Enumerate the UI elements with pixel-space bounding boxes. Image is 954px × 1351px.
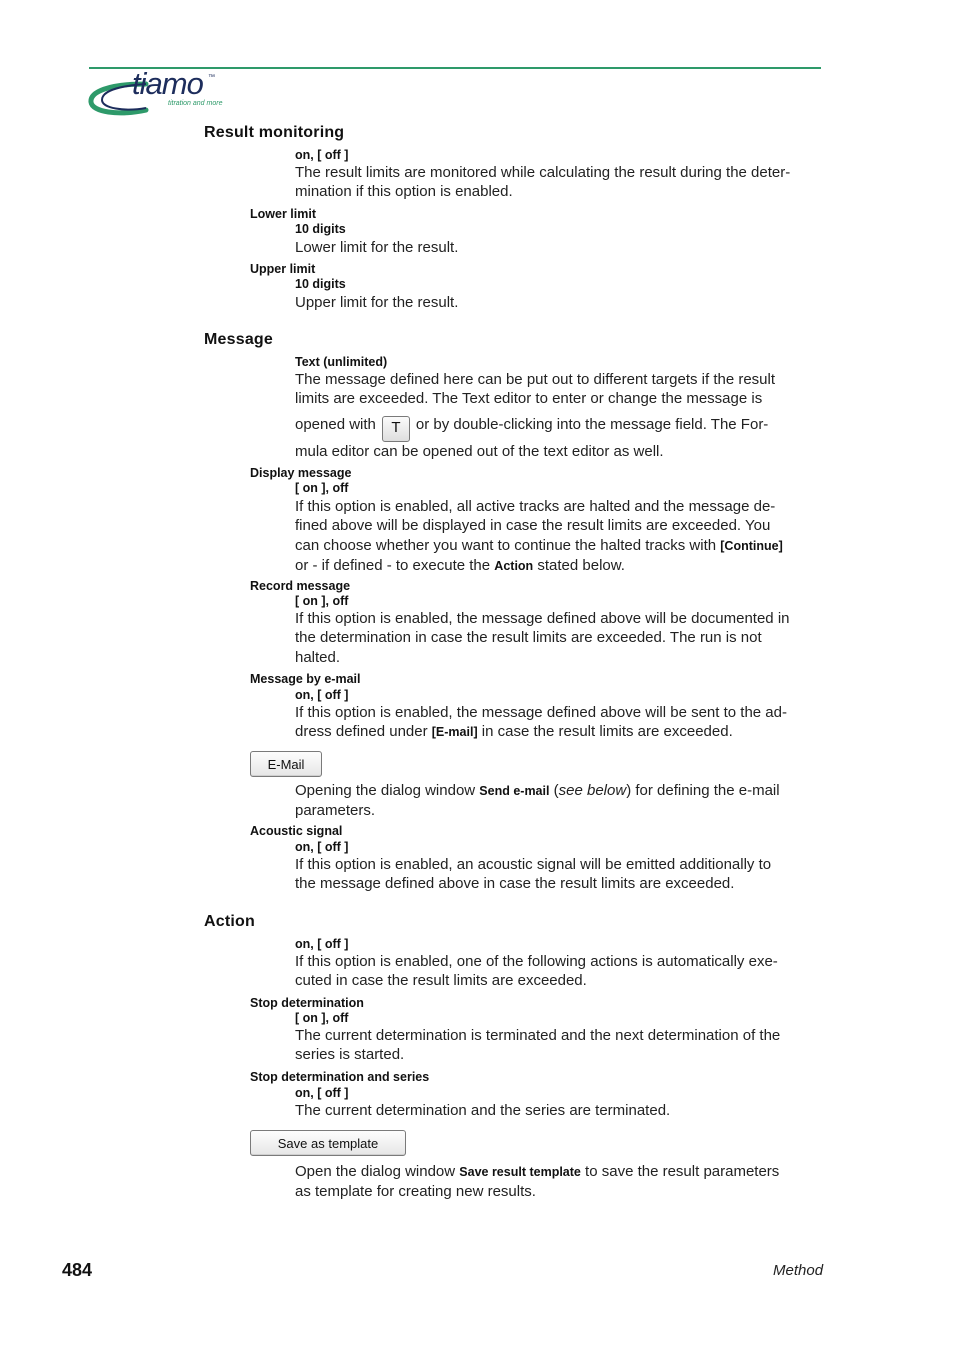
text-line: The message defined here can be put out to different targets if the result — [295, 371, 776, 388]
text-line: If this option is enabled, an acoustic signal will be emitted additionally to — [295, 856, 772, 873]
text-line — [295, 556, 820, 576]
text-span: dress defined under — [295, 723, 428, 741]
text-line — [295, 722, 820, 742]
acoustic-signal-option: on, [ off ] — [295, 840, 349, 854]
text-line: the determination in case the result limits are exceeded. The run is not — [295, 629, 762, 647]
text-line: If this option is enabled, one of the following actions is automatically exe- — [295, 953, 778, 970]
text-span: opened with — [295, 415, 376, 433]
upper-limit-label: Upper limit — [250, 262, 316, 276]
action-desc — [295, 952, 820, 991]
text-line: If this option is enabled, the message defined above will be sent to the ad- — [295, 704, 787, 721]
message-by-email-desc — [295, 703, 820, 743]
text-line: parameters. — [295, 802, 376, 820]
logo-text: tiamo — [132, 66, 203, 101]
text-line: The current determination is terminated and the next determination of the — [295, 1027, 781, 1044]
record-message-desc — [295, 609, 820, 667]
page-number: 484 — [62, 1260, 93, 1280]
stop-series-desc: The current determination and the series are terminated. — [295, 1102, 671, 1119]
text-line — [295, 1162, 820, 1182]
lower-limit-desc: Lower limit for the result. — [295, 239, 459, 256]
email-button-desc — [295, 781, 820, 821]
display-message-desc — [295, 497, 820, 576]
acoustic-signal-label: Acoustic signal — [250, 824, 343, 838]
text-line: fined above will be displayed in case the result limits are exceeded. You — [295, 517, 771, 535]
stop-determination-desc — [295, 1026, 820, 1065]
text-editor-button[interactable]: T — [382, 416, 410, 442]
text-span: Opening the dialog window — [295, 782, 476, 799]
text-line: mination if this option is enabled. — [295, 183, 513, 201]
tiamo-logo — [88, 66, 238, 118]
continue-button-ref: [Continue] — [720, 538, 783, 553]
save-result-template-ref: Save result template — [459, 1165, 581, 1179]
text-line: as template for creating new results. — [295, 1183, 536, 1201]
action-heading: Action — [204, 913, 255, 930]
stop-series-option: on, [ off ] — [295, 1086, 349, 1100]
email-button-ref: [E-mail] — [431, 725, 478, 740]
message-option: Text (unlimited) — [295, 355, 388, 369]
text-span: Open the dialog window — [295, 1163, 456, 1180]
text-line — [295, 536, 820, 556]
text-span: to save the result parameters — [585, 1163, 780, 1180]
text-line: If this option is enabled, all active tracks are halted and the message de- — [295, 498, 776, 515]
result-monitoring-option: on, [ off ] — [295, 148, 349, 162]
email-button[interactable]: E-Mail — [250, 751, 322, 777]
record-message-option: [ on ], off — [295, 594, 349, 608]
message-desc — [295, 370, 820, 461]
text-span: or - if defined - to execute the — [295, 556, 491, 574]
text-line: limits are exceeded. The Text editor to enter or change the message is — [295, 390, 763, 408]
logo-tagline: titration and more — [168, 100, 223, 107]
display-message-label: Display message — [250, 466, 352, 480]
result-monitoring-heading: Result monitoring — [204, 124, 345, 141]
message-by-email-label: Message by e-mail — [250, 672, 361, 686]
result-monitoring-desc — [295, 163, 820, 202]
action-option: on, [ off ] — [295, 937, 349, 951]
upper-limit-option: 10 digits — [295, 277, 346, 291]
text-line: If this option is enabled, the message defined above will be documented in — [295, 610, 790, 627]
see-below-ref: see below — [558, 782, 627, 799]
text-line — [295, 415, 820, 442]
display-message-option: [ on ], off — [295, 481, 349, 495]
lower-limit-option: 10 digits — [295, 222, 346, 236]
save-as-template-button[interactable]: Save as template — [250, 1130, 406, 1156]
text-line: The result limits are monitored while calculating the result during the deter- — [295, 164, 791, 181]
text-line — [295, 781, 820, 801]
text-span: ) for defining the e-mail — [626, 782, 780, 799]
lower-limit-label: Lower limit — [250, 207, 316, 221]
stop-series-label: Stop determination and series — [250, 1070, 430, 1084]
text-span: can choose whether you want to continue the halted tracks with — [295, 536, 717, 554]
logo-tm: ™ — [208, 74, 215, 81]
text-line: mula editor can be opened out of the text editor as well. — [295, 442, 664, 460]
text-span: stated below. — [537, 556, 625, 574]
stop-determination-option: [ on ], off — [295, 1011, 349, 1025]
text-span: in case the result limits are exceeded. — [481, 723, 733, 741]
save-template-desc — [295, 1162, 820, 1202]
send-email-ref: Send e-mail — [479, 784, 550, 798]
text-line: cuted in case the result limits are exceeded. — [295, 972, 587, 990]
text-span: ( — [553, 782, 559, 799]
text-line: halted. — [295, 648, 341, 666]
message-by-email-option: on, [ off ] — [295, 688, 349, 702]
footer-section: Method — [773, 1262, 824, 1279]
text-line: the message defined above in case the result limits are exceeded. — [295, 875, 735, 893]
record-message-label: Record message — [250, 579, 351, 593]
action-ref: Action — [494, 558, 534, 573]
upper-limit-desc: Upper limit for the result. — [295, 294, 459, 311]
acoustic-signal-desc — [295, 855, 820, 894]
text-span: or by double-clicking into the message field. The For- — [415, 415, 769, 433]
message-heading: Message — [204, 331, 273, 348]
stop-determination-label: Stop determination — [250, 996, 364, 1010]
text-line: series is started. — [295, 1046, 405, 1064]
